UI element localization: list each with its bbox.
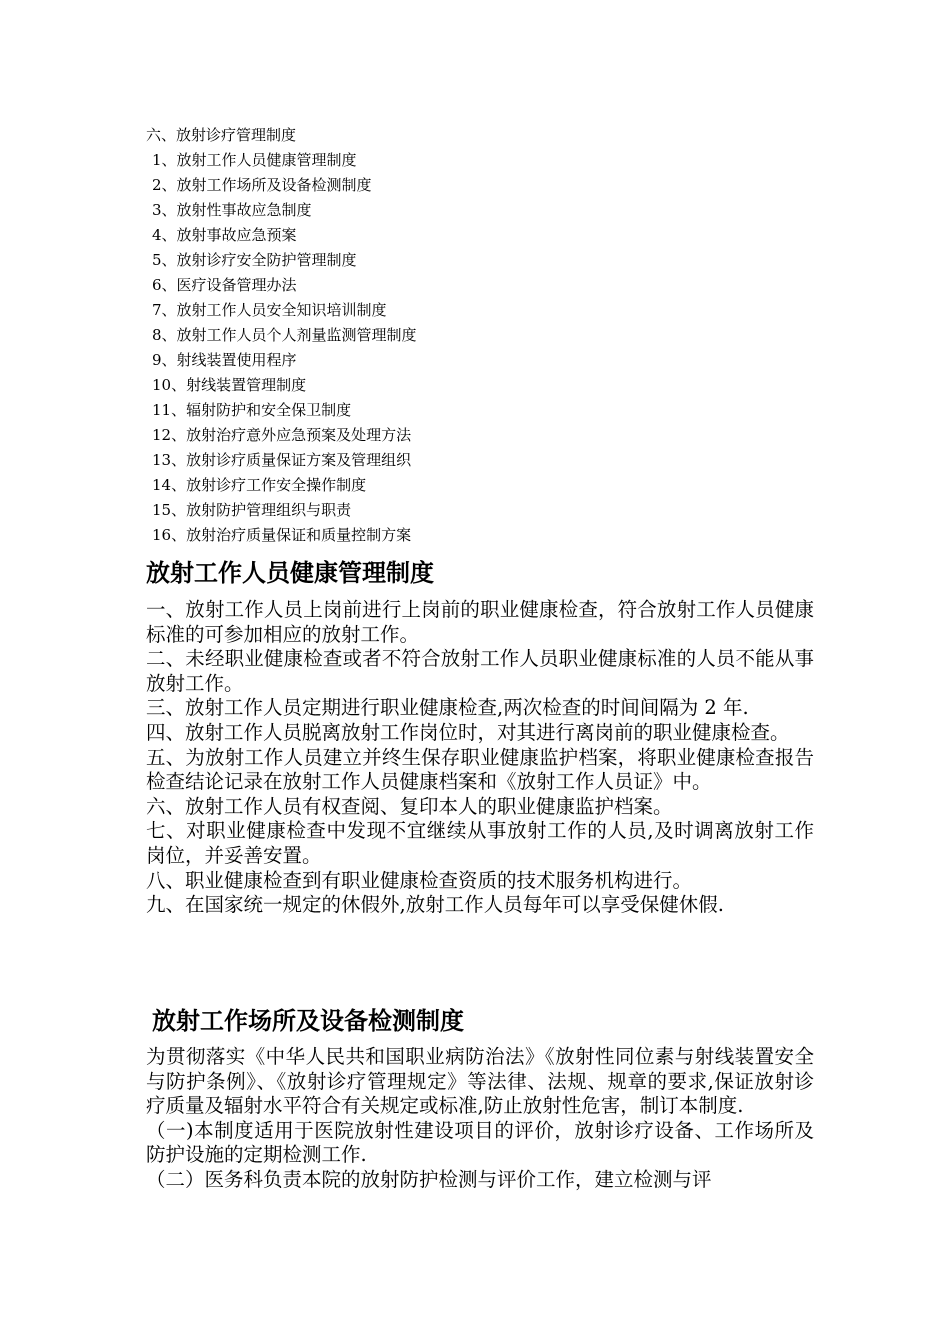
section-heading-health-management: 放射工作人员健康管理制度 xyxy=(146,559,434,587)
toc-item: 2、放射工作场所及设备检测制度 xyxy=(152,176,372,194)
toc-item: 7、放射工作人员安全知识培训制度 xyxy=(152,301,387,319)
paragraph: 九、在国家统一规定的休假外,放射工作人员每年可以享受保健休假. xyxy=(146,893,724,917)
toc-title: 六、放射诊疗管理制度 xyxy=(146,126,297,144)
toc-item: 6、医疗设备管理办法 xyxy=(152,276,297,294)
toc-item: 12、放射治疗意外应急预案及处理方法 xyxy=(152,426,412,444)
paragraph: 六、放射工作人员有权查阅、复印本人的职业健康监护档案。 xyxy=(146,794,673,818)
toc-item: 13、放射诊疗质量保证方案及管理组织 xyxy=(152,451,412,469)
toc-item: 3、放射性事故应急制度 xyxy=(152,201,312,219)
toc-item: 1、放射工作人员健康管理制度 xyxy=(152,151,357,169)
toc-item: 9、射线装置使用程序 xyxy=(152,351,297,369)
paragraph: 二、未经职业健康检查或者不符合放射工作人员职业健康标准的人员不能从事放射工作。 xyxy=(146,647,814,695)
toc-item: 16、放射治疗质量保证和质量控制方案 xyxy=(152,526,412,544)
toc-item: 11、辐射防护和安全保卫制度 xyxy=(152,401,352,419)
paragraph: 为贯彻落实《中华人民共和国职业病防治法》《放射性同位素与射线装置安全与防护条例》、《放射诊疗管理规定》等法律、法规、规章的要求,保证放射诊疗质量及辐射水平符合有关规定或标准,防止放射性危害，制订本制度. xyxy=(146,1045,814,1118)
toc-item: 5、放射诊疗安全防护管理制度 xyxy=(152,251,357,269)
toc-item: 8、放射工作人员个人剂量监测管理制度 xyxy=(152,326,417,344)
toc-item: 4、放射事故应急预案 xyxy=(152,226,297,244)
paragraph: 五、为放射工作人员建立并终生保存职业健康监护档案，将职业健康检查报告检查结论记录在放射工作人员健康档案和《放射工作人员证》中。 xyxy=(146,745,814,794)
paragraph: 四、放射工作人员脱离放射工作岗位时，对其进行离岗前的职业健康检查。 xyxy=(146,720,790,744)
paragraph: （二）医务科负责本院的放射防护检测与评价工作，建立检测与评 xyxy=(146,1167,712,1191)
toc-item: 14、放射诊疗工作安全操作制度 xyxy=(152,476,367,494)
toc-item: 10、射线装置管理制度 xyxy=(152,376,307,394)
paragraph: 三、放射工作人员定期进行职业健康检查,两次检查的时间间隔为 2 年. xyxy=(146,696,749,720)
section-heading-workplace-inspection: 放射工作场所及设备检测制度 xyxy=(152,1007,464,1035)
section-body-health-management xyxy=(146,598,814,918)
paragraph: 七、对职业健康检查中发现不宜继续从事放射工作的人员,及时调离放射工作岗位，并妥善安置。 xyxy=(146,819,814,867)
section-body-workplace-inspection xyxy=(146,1045,814,1193)
toc-item: 15、放射防护管理组织与职责 xyxy=(152,501,352,519)
paragraph: （一)本制度适用于医院放射性建设项目的评价，放射诊疗设备、工作场所及防护设施的定期检测工作. xyxy=(146,1118,814,1167)
paragraph: 一、放射工作人员上岗前进行上岗前的职业健康检查，符合放射工作人员健康标准的可参加相应的放射工作。 xyxy=(146,598,814,646)
paragraph: 八、职业健康检查到有职业健康检查资质的技术服务机构进行。 xyxy=(146,868,693,892)
toc-list xyxy=(146,150,417,550)
